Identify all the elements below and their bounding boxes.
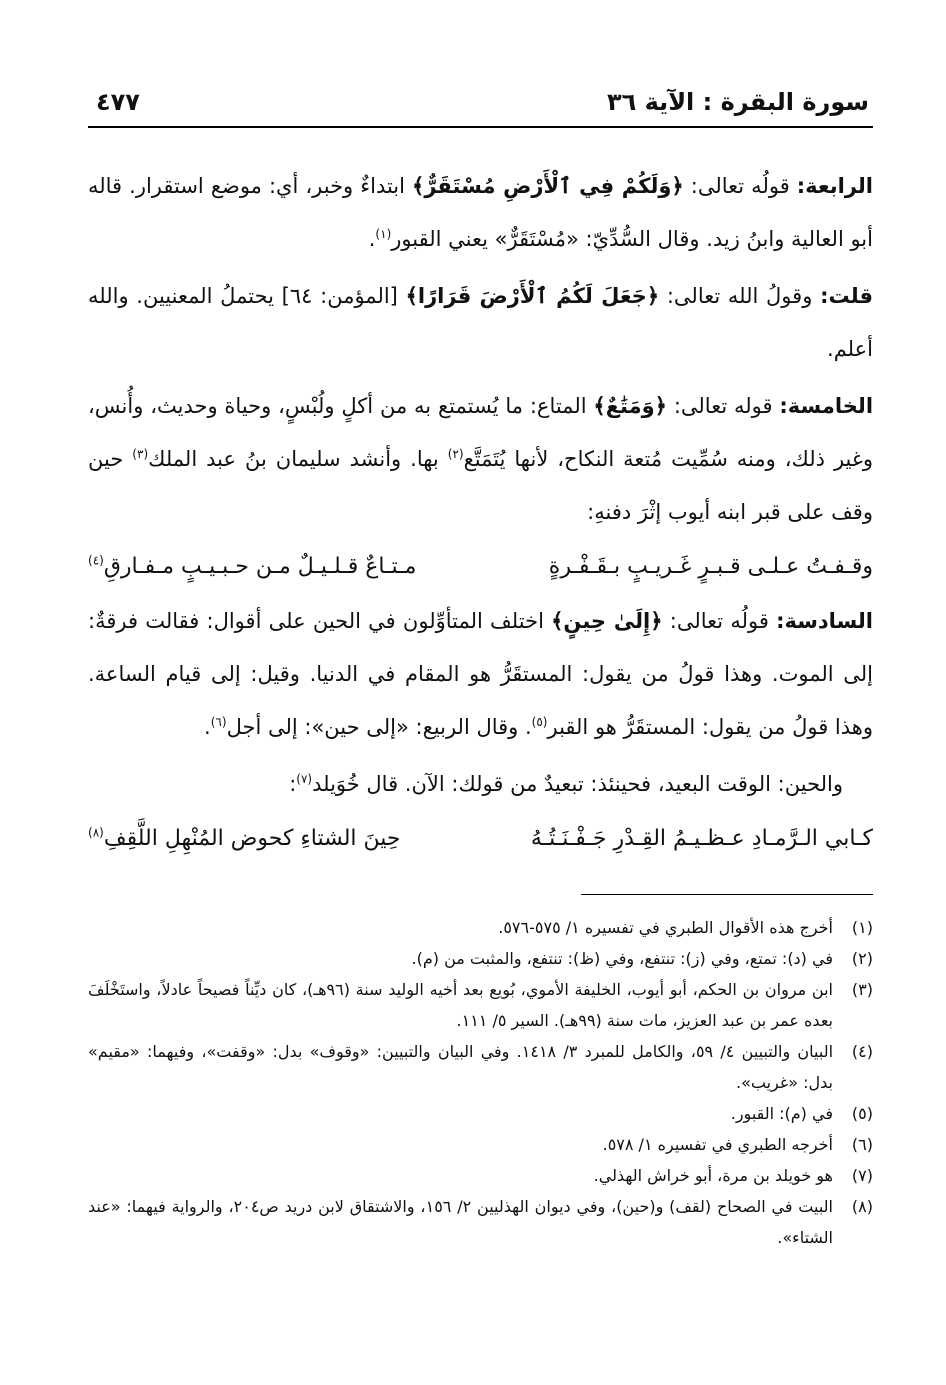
verse-text: حِينَ الشتاءِ كحوض المُنْهِلِ اللَّقِفِ — [103, 826, 401, 851]
footnote-number: (١) — [851, 918, 873, 937]
quran-quote: ﴿وَمَتَٰعٌ﴾ — [593, 394, 667, 418]
footnote-number: (٧) — [851, 1166, 873, 1185]
main-text — [88, 160, 873, 867]
footnote-number: (٣) — [851, 980, 873, 999]
footnote-text: ابن مروان بن الحكم، أبو أيوب، الخليفة الأموي، بُويع بعد أخيه الوليد سنة (٩٦هـ)، كان ديِّناً فصيحاً عادلاً، واستَخْلَفَ بعده عمر بن عبد العزيز، مات سنة (٩٩هـ). السير ٥/ ١١١. — [88, 980, 834, 1030]
text-run: . وقال الربيع: «إلى حين»: إلى أجل — [226, 715, 532, 739]
footnote-text: في (م): القبور. — [730, 1104, 833, 1123]
header-divider — [88, 126, 873, 128]
book-page — [88, 88, 873, 1358]
text-run: قولُه تعالى: — [662, 609, 777, 633]
footnote-item — [88, 1191, 873, 1253]
page-number: ٤٧٧ — [96, 88, 140, 116]
paragraph-hin — [88, 758, 873, 811]
footnote-ref[interactable]: (٦) — [210, 715, 227, 729]
text-run: : — [289, 772, 297, 796]
footnote-item — [88, 1098, 873, 1129]
poem-verse-1 — [88, 539, 873, 595]
quran-quote: ﴿جَعَلَ لَكُمُ ٱلْأَرْضَ قَرَارًا﴾ — [405, 284, 660, 308]
footnote-number: (٤) — [851, 1042, 873, 1061]
footnote-text: هو خويلد بن مرة، أبو خراش الهذلي. — [593, 1166, 833, 1185]
footnote-ref[interactable]: (١) — [375, 227, 392, 241]
section-heading: السادسة: — [776, 609, 873, 633]
footnote-number: (٨) — [851, 1197, 873, 1216]
text-run: ابتداءٌ وخبر، أي: موضع استقرار. قاله أبو العالية وابنُ زيد. وقال السُّدِّيّ: «مُسْتَقَرٌّ» يعني القبور — [88, 174, 873, 251]
text-run: والحين: الوقت البعيد، فحينئذ: تبعيدٌ من قولك: الآن. قال خُوَيلد — [312, 772, 843, 796]
paragraph-qultu — [88, 270, 873, 376]
text-run: بها. وأنشد سليمان بنُ عبد الملك — [148, 447, 448, 471]
section-heading: الرابعة: — [796, 174, 873, 198]
footnote-text: البيت في الصحاح (لقف) و(حين)، وفي ديوان الهذليين ٢/ ١٥٦، والاشتقاق لابن دريد ص٢٠٤، والرواية فيهما: «عند الشتاء». — [88, 1197, 833, 1247]
section-heading: قلت: — [820, 284, 874, 308]
paragraph-sixth — [88, 595, 873, 754]
verse-second-hemistich — [88, 539, 416, 595]
verse-second-hemistich — [88, 811, 401, 867]
paragraph-fifth — [88, 380, 873, 539]
footnote-item — [88, 912, 873, 943]
footnote-text: أخرج هذه الأقوال الطبري في تفسيره ١/ ٥٧٥-٥٧٦. — [498, 918, 833, 937]
verse-first-hemistich: كـابي الـرَّمـادِ عـظـيـمُ القِـدْرِ جَـفْـنَـتُـهُ — [530, 826, 873, 851]
quran-quote: ﴿وَلَكُمْ فِي ٱلْأَرْضِ مُسْتَقَرٌّ﴾ — [412, 174, 684, 198]
text-run: المتاع: ما يُستمتع به من أكلٍ ولُبْسٍ، وحياة وحديث، وأُنس، وغير ذلك، ومنه سُمِّيت مُتعة النكاح، لأنها يُتَمَتَّع — [88, 394, 873, 471]
quran-quote: ﴿إِلَىٰ حِينٍ﴾ — [551, 609, 663, 633]
footnote-item — [88, 1036, 873, 1098]
paragraph-fourth — [88, 160, 873, 266]
footnote-ref[interactable]: (٥) — [531, 715, 548, 729]
footnote-number: (٢) — [851, 949, 873, 968]
text-run: [المؤمن: ٦٤] يحتملُ المعنيين. والله أعلم. — [88, 284, 873, 361]
running-head: سورة البقرة : الآية ٣٦ — [606, 88, 869, 116]
text-run: اختلف المتأوِّلون في الحين على أقوال: فقالت فرقةٌ: إلى الموت. وهذا قولُ من يقول: المستقَرُّ هو المقام في الدنيا. وقيل: إلى قيام الساعة. وهذا قولُ من يقول: المستقَرُّ هو القبر — [88, 609, 873, 739]
section-heading: الخامسة: — [779, 394, 874, 418]
footnote-number: (٥) — [851, 1104, 873, 1123]
footnote-item — [88, 1160, 873, 1191]
page-header — [88, 88, 873, 124]
poem-verse-2 — [88, 811, 873, 867]
verse-text: مـتـاعٌ قـلـيـلٌ مـن حـبـيـبٍ مـفـارقِ — [103, 554, 417, 579]
footnotes — [88, 912, 873, 1253]
footnote-ref[interactable]: (٧) — [296, 772, 313, 786]
footnote-text: أخرجه الطبري في تفسيره ١/ ٥٧٨. — [602, 1135, 833, 1154]
footnote-number: (٦) — [851, 1135, 873, 1154]
text-run: حين وقف على قبر ابنه أيوب إثْرَ دفنهِ: — [88, 447, 873, 524]
text-run: . — [368, 227, 376, 251]
footnote-text: البيان والتبيين ٤/ ٥٩، والكامل للمبرد ٣/ ١٤١٨. وفي البيان والتبيين: «وقوف» بدل: «وقفت»، وفيهما: «مقيم» بدل: «غريب». — [88, 1042, 834, 1092]
text-run: قولُه تعالى: — [683, 174, 797, 198]
footnote-item — [88, 1129, 873, 1160]
text-run: . — [204, 715, 211, 739]
footnote-divider — [581, 894, 873, 895]
verse-first-hemistich: وقـفـتُ عـلـى قـبـرٍ غَـريـبٍ بـقَـفْـرةٍ — [548, 554, 873, 579]
text-run: وقولُ الله تعالى: — [659, 284, 821, 308]
footnote-ref[interactable]: (٣) — [132, 447, 149, 461]
footnote-ref[interactable]: (٢) — [447, 447, 464, 461]
footnote-item — [88, 943, 873, 974]
footnote-ref[interactable]: (٤) — [88, 553, 104, 568]
footnote-item — [88, 974, 873, 1036]
footnote-ref[interactable]: (٨) — [88, 825, 104, 840]
text-run: قوله تعالى: — [667, 394, 780, 418]
footnote-text: في (د): تمتع، وفي (ز): تنتفع، وفي (ظ): تنتفع، والمثبت من (م). — [411, 949, 833, 968]
